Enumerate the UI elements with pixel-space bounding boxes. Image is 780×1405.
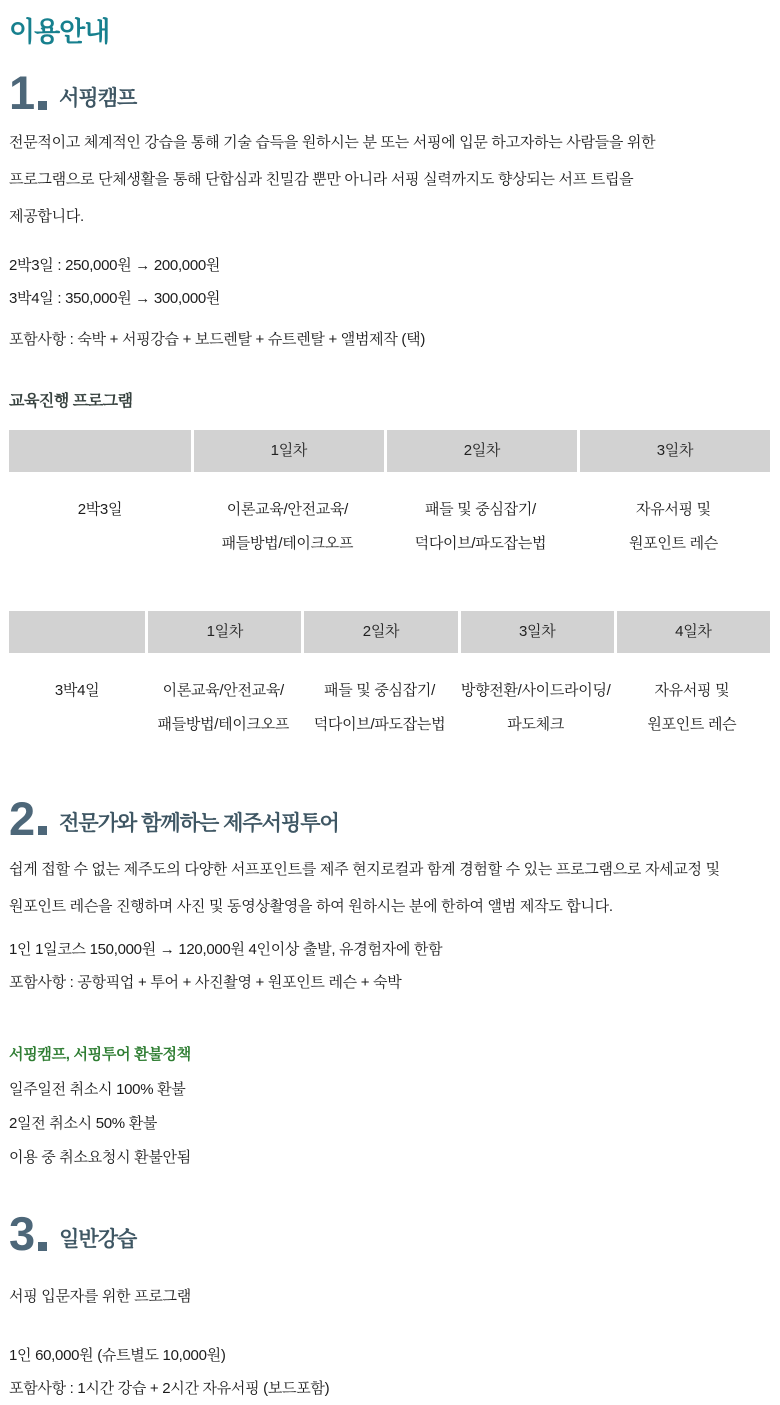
table-cell-line: 덕다이브/파도잡는법 (414, 534, 547, 552)
table-cell-line: 패들방법/테이크오프 (221, 534, 354, 552)
table-cell-day2 (384, 472, 577, 585)
table-header-cell: 4일차 (614, 611, 770, 653)
schedule-table-2n3d (9, 430, 770, 585)
table-cell-line: 패들 및 중심잡기/ (324, 681, 435, 699)
camp-includes: 포함사항 : 숙박 + 서핑강습 + 보드렌탈 + 슈트렌탈 + 앨범제작 (택) (9, 330, 426, 348)
table-cell-line: 자유서핑 및 (654, 681, 730, 699)
section-number-dot (38, 101, 47, 110)
camp-description-line: 제공합니다. (9, 207, 84, 225)
lesson-intro: 서핑 입문자를 위한 프로그램 (9, 1287, 191, 1305)
section-camp-header (9, 66, 770, 119)
table-header-cell: 1일차 (145, 611, 301, 653)
table-cell-day1 (191, 472, 384, 585)
table-row-label: 3박4일 (54, 681, 100, 699)
refund-line: 2일전 취소시 50% 환불 (9, 1115, 158, 1133)
table-header-cell (9, 430, 191, 472)
table-header-cell (9, 611, 145, 653)
refund-policy-heading: 서핑캠프, 서핑투어 환불정책 (9, 1046, 191, 1064)
section-lesson-header (9, 1207, 770, 1261)
table-cell-line: 원포인트 레슨 (628, 534, 718, 552)
section-camp-number: 1 (9, 66, 34, 119)
section-lesson-number: 3 (9, 1207, 34, 1261)
table-cell-line: 패들 및 중심잡기/ (424, 500, 536, 518)
page-title: 이용안내 (9, 17, 110, 47)
schedule-table-3n4d (9, 611, 770, 766)
table-cell-day1 (145, 653, 301, 766)
tour-description (9, 851, 770, 925)
tour-includes: 포함사항 : 공항픽업 + 투어 + 사진촬영 + 원포인트 레슨 + 숙박 (9, 974, 402, 992)
table-cell-line: 자유서핑 및 (636, 500, 711, 518)
table-cell-line: 방향전환/사이드라이딩/ (460, 681, 611, 699)
schedule-table-3n4d-header (9, 611, 770, 653)
section-tour-header (9, 791, 770, 845)
table-cell-day3 (577, 472, 770, 585)
refund-policy-lines (9, 1073, 770, 1175)
table-cell-line: 패들방법/테이크오프 (157, 715, 290, 733)
section-lesson-title: 일반강습 (59, 1227, 137, 1251)
table-cell-day2 (301, 653, 457, 766)
camp-price-2n3d: 2박3일 : 250,000원 → 200,000원 (9, 256, 221, 274)
tour-price: 1인 1일코스 150,000원 → 120,000원 4인이상 출발, 유경험자에 한함 (9, 941, 443, 959)
tour-description-line: 쉽게 접할 수 없는 제주도의 다양한 서프포인트를 제주 현지로컬과 함계 경험할 수 있는 프로그램으로 자세교정 및 (9, 861, 720, 879)
table-cell-line: 원포인트 레슨 (647, 715, 737, 733)
section-tour-number: 2 (9, 791, 34, 845)
lesson-price: 1인 60,000원 (슈트별도 10,000원) (9, 1346, 226, 1364)
table-cell-line: 이론교육/안전교육/ (162, 681, 284, 699)
section-number-dot (38, 826, 47, 835)
schedule-table-2n3d-row (9, 472, 770, 585)
schedule-table-3n4d-row (9, 653, 770, 766)
refund-line: 이용 중 취소요청시 환불안됨 (9, 1149, 191, 1167)
lesson-includes: 포함사항 : 1시간 강습 + 2시간 자유서핑 (보드포함) (9, 1379, 330, 1397)
table-cell-day3 (458, 653, 614, 766)
table-cell-line: 파도체크 (507, 715, 565, 733)
section-tour-title: 전문가와 함께하는 제주서핑투어 (59, 812, 339, 836)
table-cell-day4 (614, 653, 770, 766)
table-header-cell: 2일차 (384, 430, 577, 472)
camp-description-line: 전문적이고 체계적인 강습을 통해 기술 습득을 원하시는 분 또는 서핑에 입문 하고자하는 사람들을 위한 (9, 133, 656, 151)
table-header-cell: 3일차 (577, 430, 770, 472)
section-camp-title: 서핑캠프 (59, 86, 137, 110)
tour-description-line: 원포인트 레슨을 진행하며 사진 및 동영상촬영을 하여 원하시는 분에 한하여 앨범 제작도 합니다. (9, 898, 613, 916)
refund-line: 일주일전 취소시 100% 환불 (9, 1081, 186, 1099)
table-row-label: 2박3일 (77, 500, 123, 518)
table-header-cell: 3일차 (458, 611, 614, 653)
section-number-dot (38, 1242, 47, 1251)
schedule-table-2n3d-header (9, 430, 770, 472)
table-header-cell: 2일차 (301, 611, 457, 653)
camp-description-line: 프로그램으로 단체생활을 통해 단합심과 친밀감 뿐만 아니라 서핑 실력까지도 향상되는 서프 트립을 (9, 170, 634, 188)
table-cell-line: 이론교육/안전교육/ (226, 500, 349, 518)
program-schedule-heading: 교육진행 프로그램 (9, 392, 133, 410)
table-cell-line: 덕다이브/파도잡는법 (313, 715, 446, 733)
camp-price-3n4d: 3박4일 : 350,000원 → 300,000원 (9, 289, 221, 307)
table-header-cell: 1일차 (191, 430, 384, 472)
camp-description (9, 124, 770, 235)
